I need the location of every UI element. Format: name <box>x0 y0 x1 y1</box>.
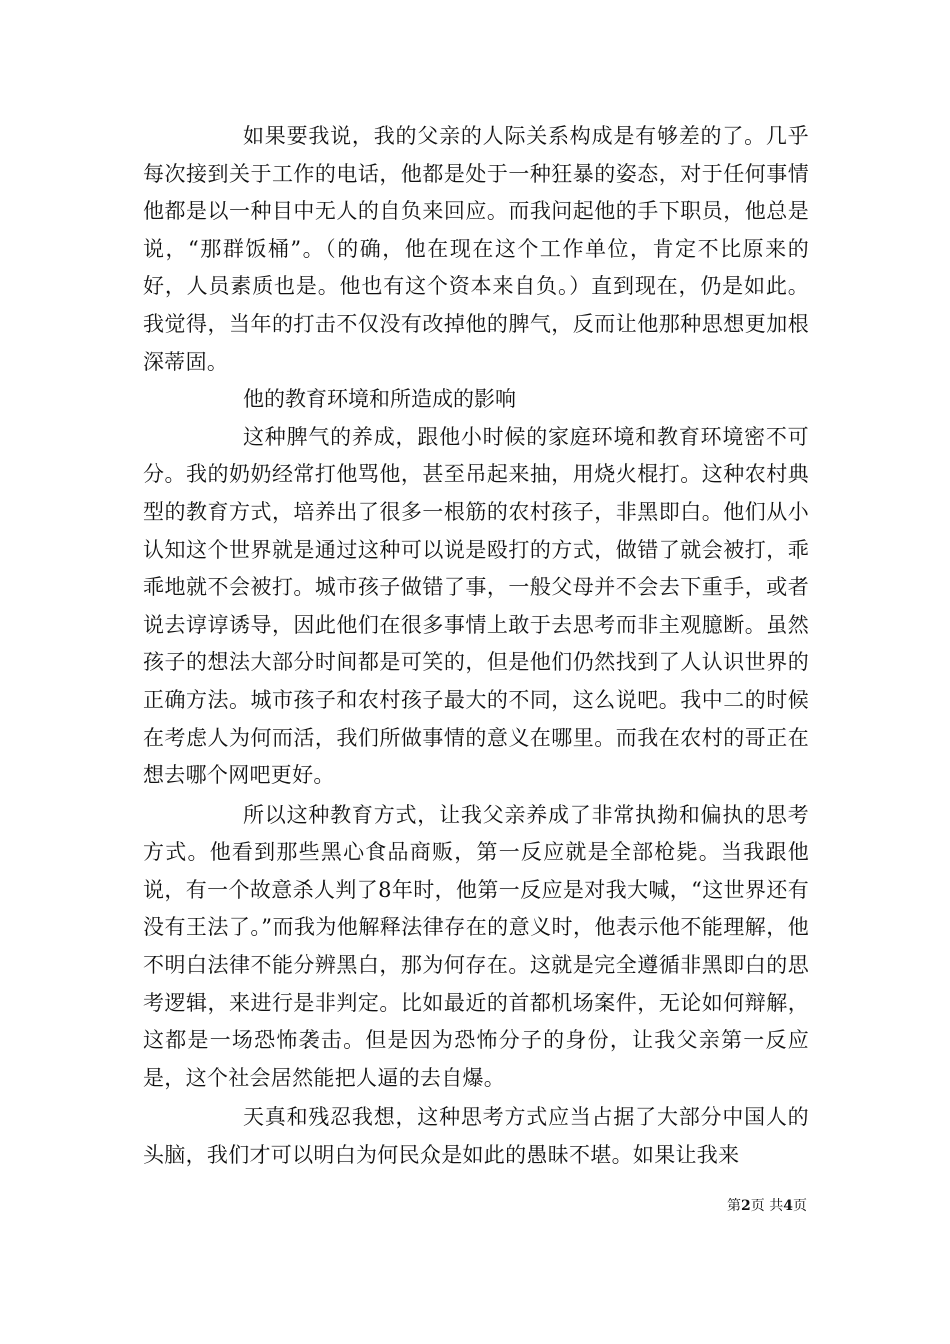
paragraph-naive-cruel: 天真和残忍我想，这种思考方式应当占据了大部分中国人的头脑，我们才可以明白为何民众是如此的愚昧不堪。如果让我来 <box>143 1105 809 1168</box>
footer-middle: 页 共 <box>750 1198 784 1214</box>
page-footer <box>727 1195 807 1215</box>
footer-suffix: 页 <box>793 1198 807 1214</box>
footer-total-pages: 4 <box>783 1198 793 1214</box>
footer-prefix: 第 <box>727 1198 742 1214</box>
section-heading-education: 他的教育环境和所造成的影响 <box>243 387 516 412</box>
document-body <box>143 118 809 1175</box>
paragraph-father-relations: 如果要我说，我的父亲的人际关系构成是有够差的了。几乎每次接到关于工作的电话，他都是处于一种狂暴的姿态，对于任何事情他都是以一种目中无人的自负来回应。而我问起他的手下职员，他总是说，“那群饭桶”。（的确，他在现在这个工作单位，肯定不比原来的好，人员素质也是。他也有这个资本来自负。）直到现在，仍是如此。我觉得，当年的打击不仅没有改掉他的脾气，反而让他那种思想更加根深蒂固。 <box>143 124 809 374</box>
paragraph-temper-origin: 这种脾气的养成，跟他小时候的家庭环境和教育环境密不可分。我的奶奶经常打他骂他，甚至吊起来抽，用烧火棍打。这种农村典型的教育方式，培养出了很多一根筋的农村孩子，非黑即白。他们从小认知这个世界就是通过这种可以说是殴打的方式，做错了就会被打，乖乖地就不会被打。城市孩子做错了事，一般父母并不会去下重手，或者说去谆谆诱导，因此他们在很多事情上敢于去思考而非主观臆断。虽然孩子的想法大部分时间都是可笑的，但是他们仍然找到了人认识世界的正确方法。城市孩子和农村孩子最大的不同，这么说吧。我中二的时候在考虑人为何而活，我们所做事情的意义在哪里。而我在农村的哥正在想去哪个网吧更好。 <box>143 424 809 788</box>
footer-page-number: 2 <box>741 1198 751 1214</box>
paragraph-thinking-style: 所以这种教育方式，让我父亲养成了非常执拗和偏执的思考方式。他看到那些黑心食品商贩，第一反应就是全部枪毙。当我跟他说，有一个故意杀人判了8年时，他第一反应是对我大喊，“这世界还有没有王法了。”而我为他解释法律存在的意义时，他表示他不能理解，他不明白法律不能分辨黑白，那为何存在。这就是完全遵循非黑即白的思考逻辑，来进行是非判定。比如最近的首都机场案件，无论如何辩解，这都是一场恐怖袭击。但是因为恐怖分子的身份，让我父亲第一反应是，这个社会居然能把人逼的去自爆。 <box>143 802 809 1090</box>
